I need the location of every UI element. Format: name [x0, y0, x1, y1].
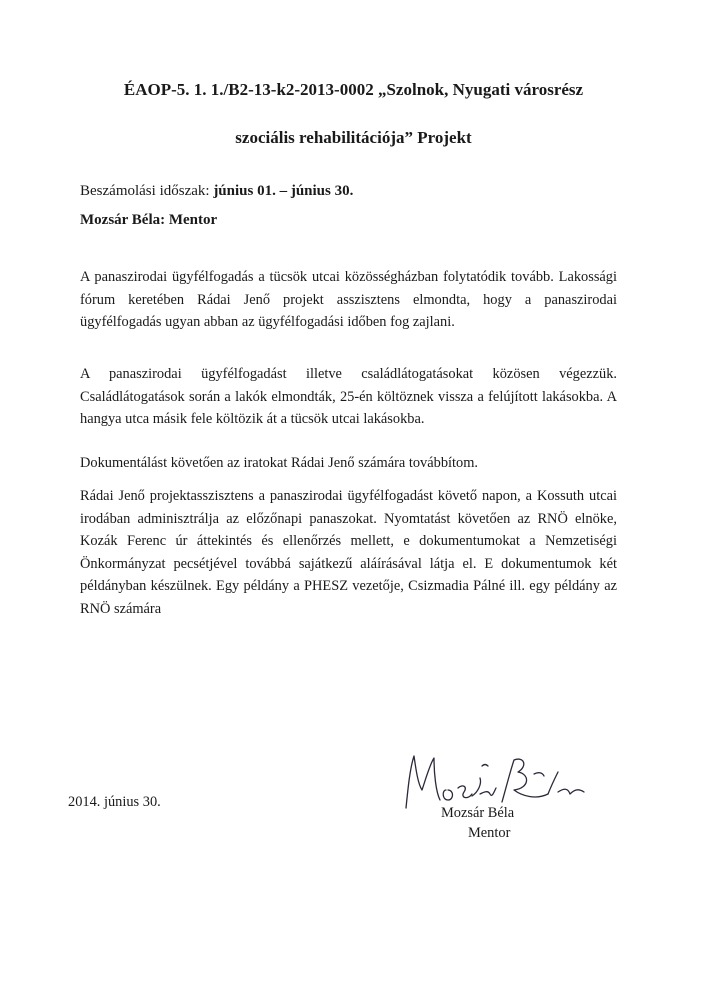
reporting-period — [80, 183, 353, 200]
paragraph-3: Dokumentálást követően az iratokat Rádai Jenő számára továbbítom. — [80, 455, 479, 471]
signer-name: Mozsár Béla — [441, 805, 515, 821]
author-line: Mozsár Béla: Mentor — [80, 212, 218, 228]
paragraph-1: A panaszirodai ügyfélfogadás a tücsök utcai közösségházban folytatódik tovább. Lakossági fórum keretében Rádai Jenő projekt asszisztens elmondta, hogy a panaszirodai ügyfélfogadás ugyan abban az ügyfélfogadási időben fog zajlani. — [80, 269, 617, 330]
signer-role: Mentor — [468, 825, 511, 841]
reporting-period-value: június 01. – június 30. — [213, 183, 354, 199]
document-title-line-1: ÉAOP-5. 1. 1./B2-13-k2-2013-0002 „Szolnok, Nyugati városrész — [123, 80, 584, 99]
document-title-line-2: szociális rehabilitációja” Projekt — [235, 128, 472, 147]
reporting-period-label: Beszámolási időszak: — [80, 183, 210, 199]
paragraph-2: A panaszirodai ügyfélfogadást illetve családlátogatásokat közösen végezzük. Családlátogatások során a lakók elmondták, 25-én költöznek vissza a felújított lakásokba. A hangya utca másik fele költözik át a tücsök utcai lakásokba. — [80, 366, 617, 427]
document-date: 2014. június 30. — [68, 794, 161, 810]
paragraph-4: Rádai Jenő projektasszisztens a panaszirodai ügyfélfogadást követő napon, a Kossuth utcai irodában adminisztrálja az előzőnapi panaszokat. Nyomtatást követően az RNÖ elnöke, Kozák Ferenc úr áttekintés és ellenőrzés mellett, e dokumentumokat a Nemzetiségi Önkormányzat pecsétjével továbbá sajátkezű aláírásával látja el. E dokumentumok két példányban készülnek. Egy példány a PHESZ vezetője, Csizmadia Pálné ill. egy példány az RNÖ számára — [80, 488, 617, 617]
